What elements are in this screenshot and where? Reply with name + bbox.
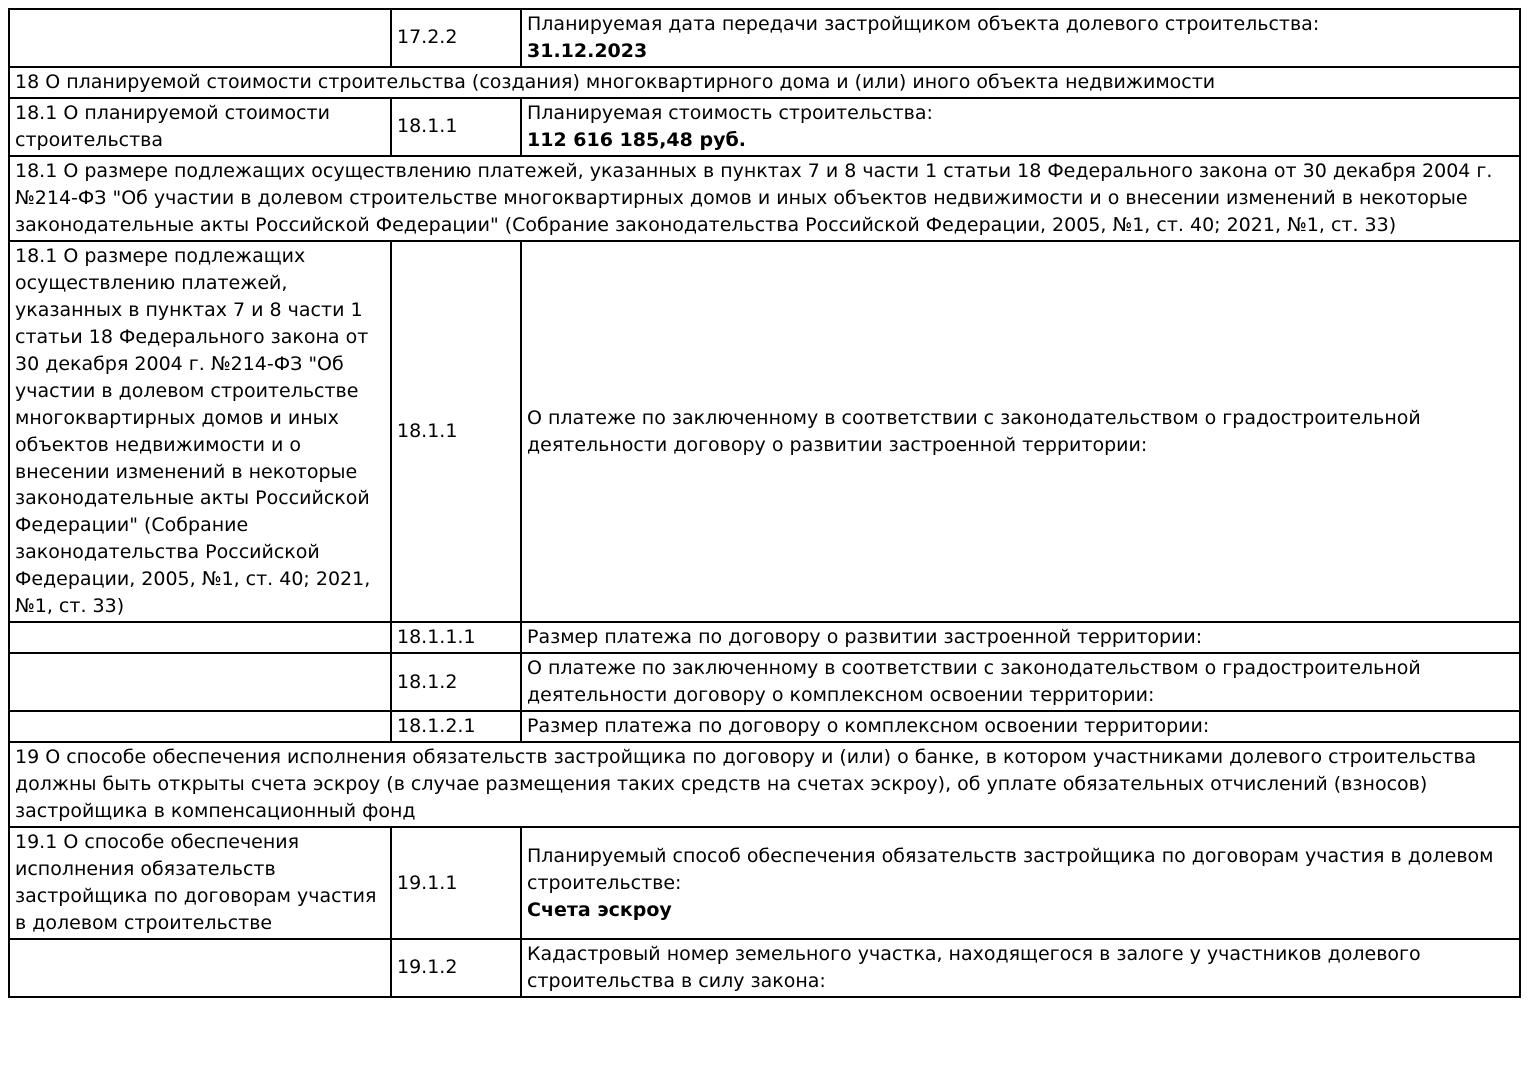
content-cell: [521, 939, 1520, 997]
field-description: Планируемый способ обеспечения обязательств застройщика по договорам участия в долевом строительстве:: [527, 844, 1494, 894]
label-cell: 19.1 О способе обеспечения исполнения обязательств застройщика по договорам участия в долевом строительстве: [9, 827, 391, 939]
field-value: 112 616 185,48 руб.: [527, 128, 746, 151]
code-cell: 19.1.2: [391, 939, 521, 997]
section-row: [9, 67, 1520, 98]
content-cell: [521, 711, 1520, 742]
label-cell: [9, 622, 391, 653]
field-description: Планируемая стоимость строительства:: [527, 101, 933, 124]
code-cell: 18.1.1.1: [391, 622, 521, 653]
field-description: О платеже по заключенному в соответствии с законодательством о градостроительной деятельности договору о развитии застроенной территории:: [527, 406, 1421, 456]
content-cell: [521, 98, 1520, 156]
field-description: Размер платежа по договору о развитии застроенной территории:: [527, 626, 1203, 649]
section-cell: 18 О планируемой стоимости строительства (создания) многоквартирного дома и (или) иного объекта недвижимости: [9, 67, 1520, 98]
declaration-table: [8, 8, 1521, 998]
content-cell: [521, 9, 1520, 67]
table-row: [9, 711, 1520, 742]
label-cell: [9, 9, 391, 67]
declaration-table-body: [9, 9, 1520, 997]
field-value: 31.12.2023: [527, 39, 648, 62]
field-description: Планируемая дата передачи застройщиком объекта долевого строительства:: [527, 13, 1320, 35]
content-cell: [521, 622, 1520, 653]
code-cell: 18.1.2.1: [391, 711, 521, 742]
section-row: [9, 742, 1520, 827]
content-cell: [521, 241, 1520, 623]
table-row: [9, 653, 1520, 711]
section-row: [9, 156, 1520, 241]
table-row: [9, 241, 1520, 623]
label-cell: 18.1 О планируемой стоимости строительства: [9, 98, 391, 156]
field-description: Размер платежа по договору о комплексном освоении территории:: [527, 715, 1210, 738]
table-row: [9, 9, 1520, 67]
field-description: Кадастровый номер земельного участка, находящегося в залоге у участников долевого строительства в силу закона:: [527, 942, 1421, 992]
code-cell: 17.2.2: [391, 9, 521, 67]
code-cell: 18.1.1: [391, 241, 521, 623]
content-cell: [521, 827, 1520, 939]
code-cell: 18.1.1: [391, 98, 521, 156]
label-cell: 18.1 О размере подлежащих осуществлению платежей, указанных в пунктах 7 и 8 части 1 статьи 18 Федерального закона от 30 декабря 2004 г. №214-ФЗ "Об участии в долевом строительстве многоквартирных домов и иных объектов недвижимости и о внесении изменений в некоторые законодательные акты Российской Федерации" (Собрание законодательства Российской Федерации, 2005, №1, ст. 40; 2021, №1, ст. 33): [9, 241, 391, 623]
section-cell: 19 О способе обеспечения исполнения обязательств застройщика по договору и (или) о банке, в котором участниками долевого строительства должны быть открыты счета эскроу (в случае размещения таких средств на счетах эскроу), об уплате обязательных отчислений (взносов) застройщика в компенсационный фонд: [9, 742, 1520, 827]
table-row: [9, 98, 1520, 156]
label-cell: [9, 939, 391, 997]
table-row: [9, 622, 1520, 653]
label-cell: [9, 653, 391, 711]
content-cell: [521, 653, 1520, 711]
section-cell: 18.1 О размере подлежащих осуществлению платежей, указанных в пунктах 7 и 8 части 1 статьи 18 Федерального закона от 30 декабря 2004 г. №214-ФЗ "Об участии в долевом строительстве многоквартирных домов и иных объектов недвижимости и о внесении изменений в некоторые законодательные акты Российской Федерации" (Собрание законодательства Российской Федерации, 2005, №1, ст. 40; 2021, №1, ст. 33): [9, 156, 1520, 241]
label-cell: [9, 711, 391, 742]
code-cell: 19.1.1: [391, 827, 521, 939]
code-cell: 18.1.2: [391, 653, 521, 711]
table-row: [9, 827, 1520, 939]
field-description: О платеже по заключенному в соответствии с законодательством о градостроительной деятельности договору о комплексном освоении территории:: [527, 657, 1421, 707]
table-row: [9, 939, 1520, 997]
field-value: Счета эскроу: [527, 898, 672, 921]
